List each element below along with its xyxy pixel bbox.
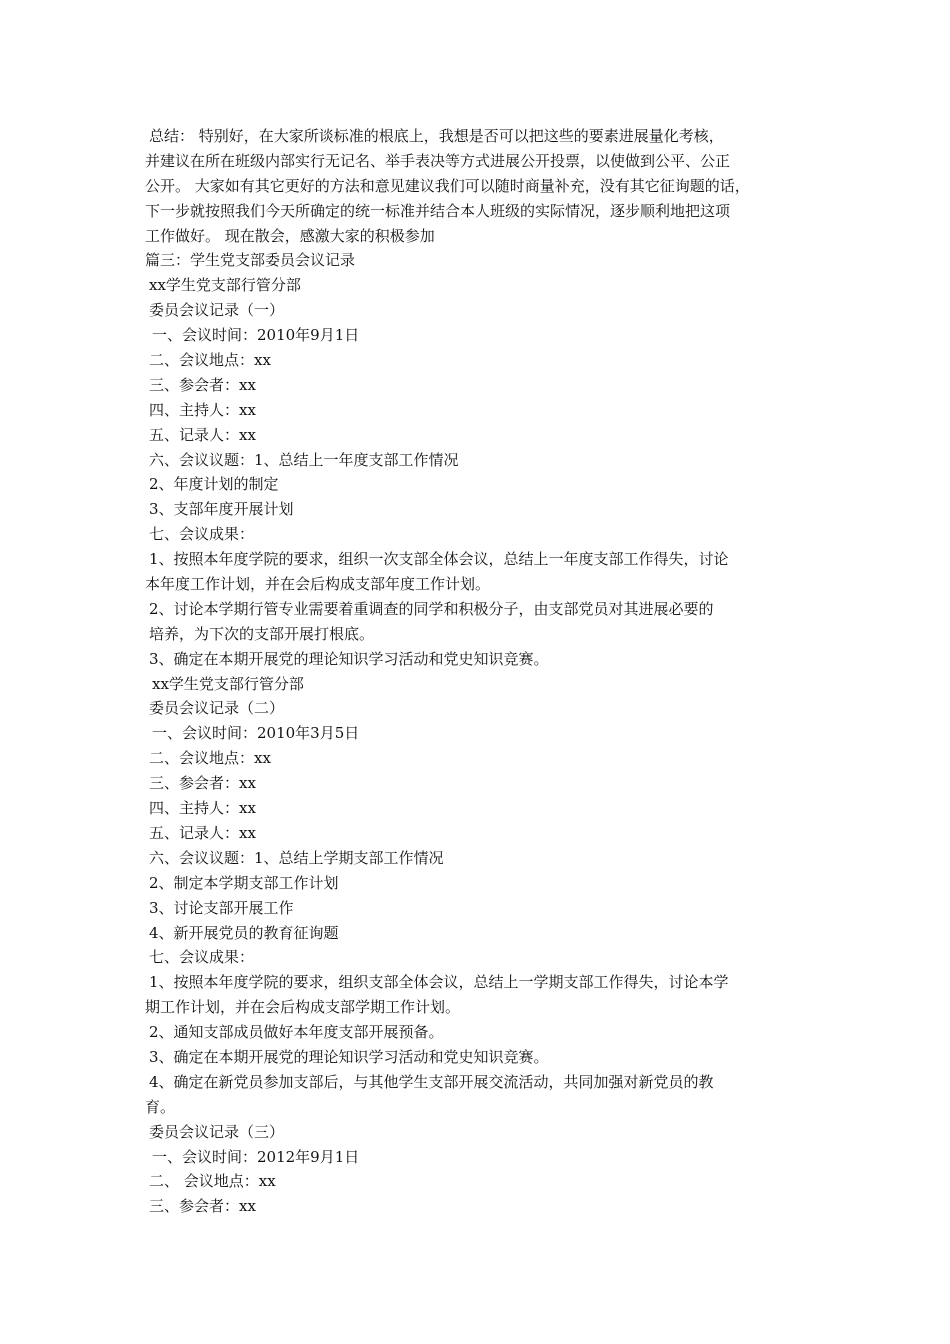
text-line: 六、会议议题：1、总结上一年度支部工作情况	[149, 450, 459, 469]
text-line: 1、按照本年度学院的要求，组织一次支部全体会议，总结上一年度支部工作得失，讨论	[149, 550, 729, 569]
text-line: 篇三：学生党支部委员会议记录	[145, 251, 356, 270]
text-line: 1、按照本年度学院的要求，组织支部全体会议，总结上一学期支部工作得失，讨论本学	[149, 973, 729, 992]
text-line: 七、会议成果：	[149, 525, 255, 544]
text-line: 一、会议时间：2012年9月1日	[152, 1147, 360, 1166]
text-line: 本年度工作计划，并在会后构成支部年度工作计划。	[145, 575, 491, 594]
text-line: 五、记录人：xx	[149, 823, 256, 842]
text-line: 期工作计划，并在会后构成支部学期工作计划。	[145, 998, 461, 1017]
text-line: 3、支部年度开展计划	[149, 500, 294, 519]
text-line: 二、会议地点：xx	[149, 749, 271, 768]
text-line: 七、会议成果：	[149, 948, 255, 967]
text-line: 工作做好。 现在散会，感激大家的积极参加	[145, 226, 435, 245]
text-line: 4、新开展党员的教育征询题	[149, 923, 339, 942]
text-line: xx学生党支部行管分部	[152, 674, 304, 693]
text-line: 二、会议地点：xx	[149, 351, 271, 370]
text-line: 一、会议时间：2010年9月1日	[152, 326, 360, 345]
text-line: 育。	[145, 1097, 176, 1116]
text-line: 下一步就按照我们今天所确定的统一标准并结合本人班级的实际情况，逐步顺利地把这项	[145, 201, 731, 220]
text-line: 六、会议议题：1、总结上学期支部工作情况	[149, 848, 444, 867]
text-line: 公开。 大家如有其它更好的方法和意见建议我们可以随时商量补充，没有其它征询题的话，	[145, 176, 750, 195]
text-line: 四、主持人：xx	[149, 799, 256, 818]
text-line: 二、 会议地点：xx	[149, 1172, 276, 1191]
text-line: 2、通知支部成员做好本年度支部开展预备。	[149, 1023, 444, 1042]
text-line: 委员会议记录（一）	[149, 301, 285, 320]
text-line: 委员会议记录（三）	[149, 1122, 285, 1141]
text-line: xx学生党支部行管分部	[149, 276, 301, 295]
text-line: 3、确定在本期开展党的理论知识学习活动和党史知识竞赛。	[149, 1047, 549, 1066]
text-line: 总结： 特别好，在大家所谈标准的根底上，我想是否可以把这些的要素进展量化考核，	[149, 127, 724, 145]
text-line: 四、主持人：xx	[149, 400, 256, 419]
text-line: 五、记录人：xx	[149, 425, 256, 444]
text-line: 培养，为下次的支部开展打根底。	[149, 624, 375, 643]
text-line: 3、确定在本期开展党的理论知识学习活动和党史知识竞赛。	[149, 649, 549, 668]
text-line: 一、会议时间：2010年3月5日	[152, 724, 360, 743]
text-line: 并建议在所在班级内部实行无记名、举手表决等方式进展公开投票，以使做到公平、公正	[145, 151, 731, 170]
text-line: 2、讨论本学期行管专业需要着重调查的同学和积极分子，由支部党员对其进展必要的	[149, 599, 714, 618]
text-line: 委员会议记录（二）	[149, 699, 285, 718]
text-line: 2、制定本学期支部工作计划	[149, 873, 339, 892]
text-line: 4、确定在新党员参加支部后，与其他学生支部开展交流活动，共同加强对新党员的教	[149, 1072, 714, 1091]
text-line: 三、参会者：xx	[149, 1197, 256, 1216]
text-line: 三、参会者：xx	[149, 774, 256, 793]
document-body	[145, 124, 825, 1219]
text-line: 三、参会者：xx	[149, 375, 256, 394]
text-line: 2、年度计划的制定	[149, 475, 279, 494]
text-line: 3、讨论支部开展工作	[149, 898, 294, 917]
